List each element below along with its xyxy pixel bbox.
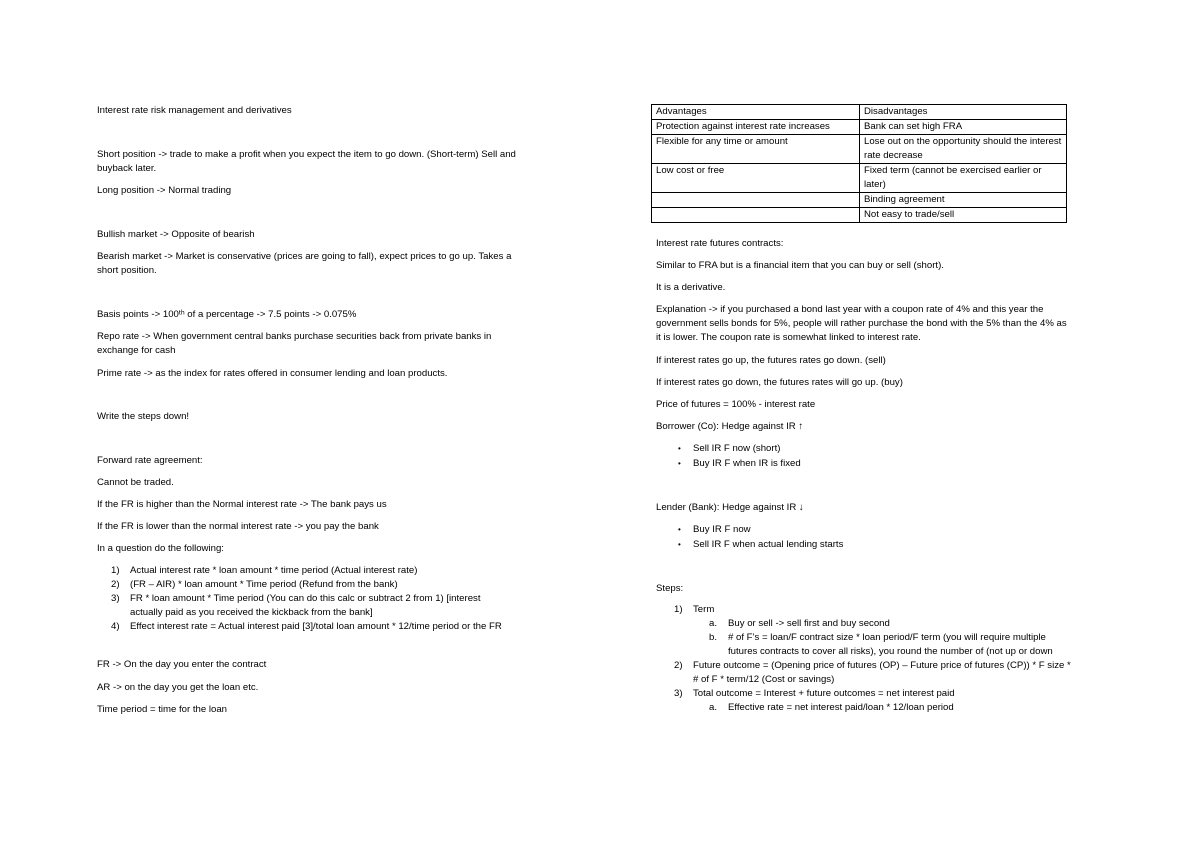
list-number: a. xyxy=(709,618,718,629)
list-text: Sell IR F now (short) xyxy=(693,443,781,454)
list-item xyxy=(656,603,1071,617)
table-header: Disadvantages xyxy=(860,105,1067,120)
futures-steps-list xyxy=(656,603,1071,715)
list-item xyxy=(656,631,1071,659)
list-item xyxy=(656,617,1071,631)
table-cell: Protection against interest rate increases xyxy=(652,120,860,135)
time-period-note: Time period = time for the loan xyxy=(97,704,228,715)
ir-up-note: If interest rates go up, the futures rates go down. (sell) xyxy=(656,355,886,366)
table-cell xyxy=(652,193,860,208)
bearish-note: Bearish market -> Market is conservative (prices are going to fall), expect prices to go up. Takes a short position. xyxy=(97,251,512,276)
list-number: 1) xyxy=(674,604,683,615)
table-cell xyxy=(652,208,860,223)
list-item xyxy=(656,659,1071,687)
bullet-icon: • xyxy=(678,444,681,453)
similar-note: Similar to FRA but is a financial item that you can buy or sell (short). xyxy=(656,260,944,271)
prime-rate-note: Prime rate -> as the index for rates offered in consumer lending and loan products. xyxy=(97,368,448,379)
list-number: 3) xyxy=(111,593,120,604)
price-of-futures-note: Price of futures = 100% - interest rate xyxy=(656,399,816,410)
question-intro: In a question do the following: xyxy=(97,543,224,554)
long-position-note: Long position -> Normal trading xyxy=(97,185,232,196)
list-number: 2) xyxy=(674,660,683,671)
list-item xyxy=(656,442,1071,456)
list-text: Sell IR F when actual lending starts xyxy=(693,539,844,550)
table-row xyxy=(652,164,1067,193)
list-text: Term xyxy=(693,604,715,615)
page-title: Interest rate risk management and derivatives xyxy=(97,105,292,116)
derivative-note: It is a derivative. xyxy=(656,282,726,293)
cannot-be-traded-note: Cannot be traded. xyxy=(97,477,174,488)
list-text: (FR – AIR) * loan amount * Time period (Refund from the bank) xyxy=(130,579,398,590)
steps-heading: Steps: xyxy=(656,583,684,594)
list-text: Buy IR F when IR is fixed xyxy=(693,458,801,469)
table-cell: Low cost or free xyxy=(652,164,860,193)
ar-definition: AR -> on the day you get the loan etc. xyxy=(97,682,259,693)
fra-heading: Forward rate agreement: xyxy=(97,455,203,466)
table-cell: Lose out on the opportunity should the interest rate decrease xyxy=(860,135,1067,164)
repo-rate-note: Repo rate -> When government central banks purchase securities back from private banks in exchange for cash xyxy=(97,331,492,356)
bullish-note: Bullish market -> Opposite of bearish xyxy=(97,229,255,240)
list-item xyxy=(97,564,517,578)
table-row xyxy=(652,193,1067,208)
table-cell: Not easy to trade/sell xyxy=(860,208,1067,223)
list-text: Buy or sell -> sell first and buy second xyxy=(728,618,890,629)
table-cell: Fixed term (cannot be exercised earlier or later) xyxy=(860,164,1067,193)
list-item xyxy=(656,457,1071,471)
list-text: Effective rate = net interest paid/loan * 12/loan period xyxy=(728,702,954,713)
write-steps-note: Write the steps down! xyxy=(97,411,190,422)
ir-down-note: If interest rates go down, the futures rates will go up. (buy) xyxy=(656,377,903,388)
list-number: 1) xyxy=(111,565,120,576)
list-item xyxy=(656,523,1071,537)
list-item xyxy=(656,687,1071,701)
explanation-note: Explanation -> if you purchased a bond last year with a coupon rate of 4% and this year the government sells bonds for 5%, people will rather purchase the bond with the 5% than the 4% as it is lower. The coupon rate is somewhat linked to interest rate. xyxy=(656,304,1067,343)
list-text: Effect interest rate = Actual interest paid [3]/total loan amount * 12/time period or the FR xyxy=(130,621,502,632)
list-item xyxy=(656,701,1071,715)
list-number: b. xyxy=(709,632,718,643)
table-row xyxy=(652,208,1067,223)
fr-lower-note: If the FR is lower than the normal interest rate -> you pay the bank xyxy=(97,521,379,532)
list-text: Actual interest rate * loan amount * time period (Actual interest rate) xyxy=(130,565,418,576)
bullet-icon: • xyxy=(678,540,681,549)
lender-list xyxy=(656,523,1071,552)
fr-higher-note: If the FR is higher than the Normal interest rate -> The bank pays us xyxy=(97,499,387,510)
futures-heading: Interest rate futures contracts: xyxy=(656,238,784,249)
list-text: # of F’s = loan/F contract size * loan period/F term (you will require multiple futures contracts to cover all risks), you round the number of (not up or down xyxy=(728,632,1053,657)
bullet-icon: • xyxy=(678,459,681,468)
list-item xyxy=(656,538,1071,552)
list-text: Total outcome = Interest + future outcomes = net interest paid xyxy=(693,688,955,699)
table-header: Advantages xyxy=(652,105,860,120)
fra-steps-list xyxy=(97,564,517,634)
list-text: Future outcome = (Opening price of futures (OP) – Future price of futures (CP)) * F size * # of F * term/12 (Cost or savings) xyxy=(693,660,1071,685)
list-number: 3) xyxy=(674,688,683,699)
table-cell: Binding agreement xyxy=(860,193,1067,208)
short-position-note: Short position -> trade to make a profit when you expect the item to go down. (Short-term) Sell and buyback later. xyxy=(97,149,516,174)
table-row xyxy=(652,135,1067,164)
list-number: 2) xyxy=(111,579,120,590)
list-item xyxy=(97,578,517,592)
table-cell: Flexible for any time or amount xyxy=(652,135,860,164)
borrower-list xyxy=(656,442,1071,471)
table-row xyxy=(652,120,1067,135)
borrower-heading: Borrower (Co): Hedge against IR ↑ xyxy=(656,421,804,432)
bullet-icon: • xyxy=(678,525,681,534)
table-header-row xyxy=(652,105,1067,120)
list-number: 4) xyxy=(111,621,120,632)
list-number: a. xyxy=(709,702,718,713)
list-item xyxy=(97,592,517,620)
list-text: FR * loan amount * Time period (You can do this calc or subtract 2 from 1) [interest actually paid as you received the kickback from the bank] xyxy=(130,593,481,618)
basis-points-note: Basis points -> 100ᵗʰ of a percentage -> 7.5 points -> 0.075% xyxy=(97,309,357,320)
fra-advantages-table xyxy=(651,104,1067,223)
lender-heading: Lender (Bank): Hedge against IR ↓ xyxy=(656,502,804,513)
list-text: Buy IR F now xyxy=(693,524,751,535)
list-item xyxy=(97,620,517,634)
fr-definition: FR -> On the day you enter the contract xyxy=(97,659,267,670)
table-cell: Bank can set high FRA xyxy=(860,120,1067,135)
